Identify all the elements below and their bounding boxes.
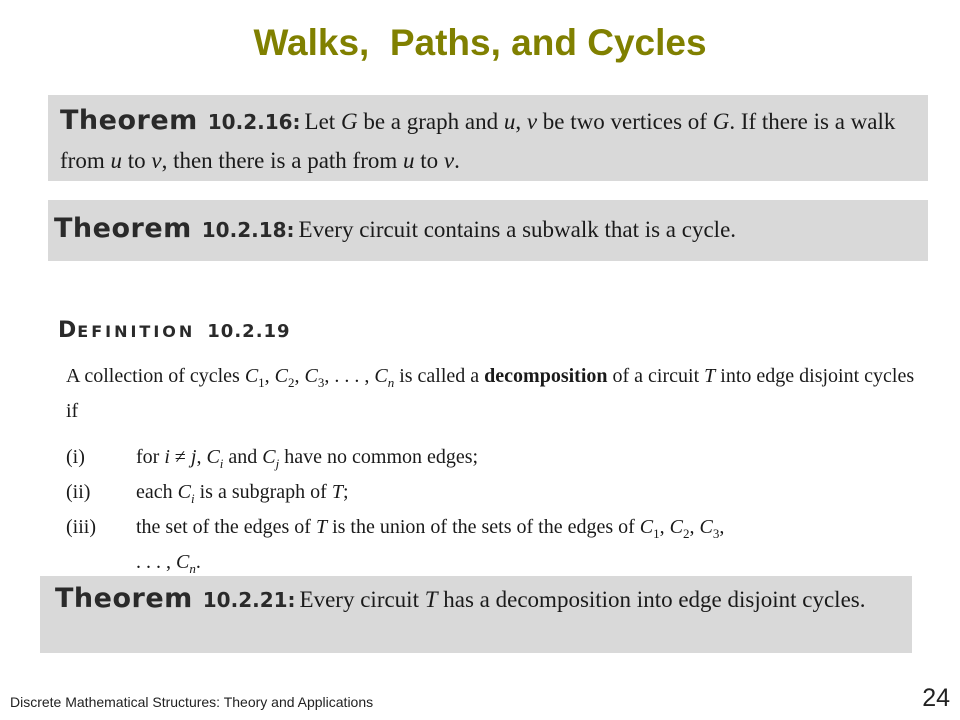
theorem-10-2-21-box — [40, 576, 912, 653]
theorem-label: Theorem 10.2.21: — [55, 583, 296, 614]
theorem-statement: Every circuit T has a decomposition into edge disjoint cycles. — [299, 587, 866, 612]
theorem-label: Theorem 10.2.16: — [60, 105, 301, 136]
slide-title: Walks, Paths, and Cycles — [253, 22, 707, 63]
theorem-statement: Every circuit contains a subwalk that is a cycle. — [298, 217, 737, 242]
condition-i: (i) for i ≠ j, $C_i$ and $C_j$ have no common edges; — [66, 446, 479, 471]
theorem-statement: Let G be a graph and u, v be two vertices of G. If there is a walk from u to v, then there is a path from u to v. — [60, 109, 896, 173]
theorem-10-2-18-box — [48, 200, 928, 261]
theorem-10-2-16-box — [48, 95, 928, 181]
definition-heading: DEFINITION 10.2.19 — [58, 318, 291, 343]
theorem-label: Theorem 10.2.18: — [54, 213, 295, 244]
page-number: 24 — [922, 684, 950, 712]
condition-iii: (iii) the set of the edges of T is the union of the sets of the edges of $C_1$, $C_2$, $C_3$, . . . , $C_n$. — [66, 516, 725, 576]
definition-body — [66, 362, 916, 583]
condition-ii: (ii) each $C_i$ is a subgraph of T; — [66, 481, 349, 506]
definition-statement: A collection of cycles $C_1$, $C_2$, $C_3$, . . . , $C_n$ is called a decomposition of a circuit T into edge disjoint cycles if — [66, 365, 915, 422]
slide-footer: Discrete Mathematical Structures: Theory and Applications — [10, 694, 374, 710]
